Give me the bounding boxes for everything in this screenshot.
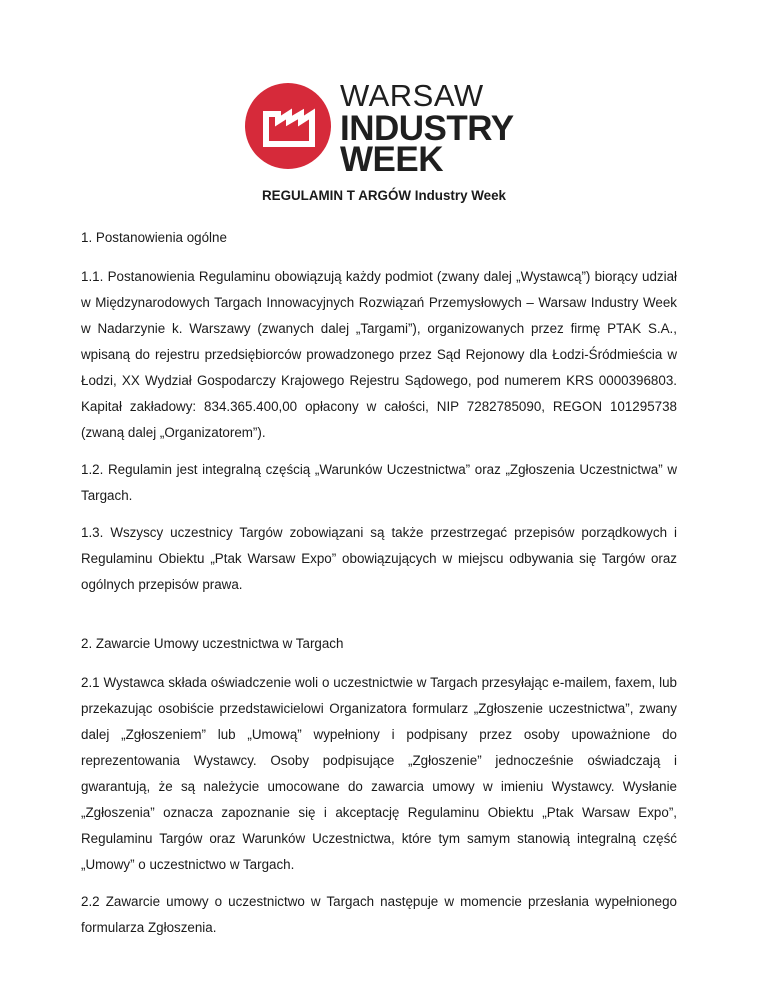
brand-line-warsaw: WARSAW [340,78,484,113]
paragraph-2-2: 2.2 Zawarcie umowy o uczestnictwo w Targach następuje w momencie przesłania wypełnionego formularza Zgłoszenia. [81,894,677,935]
section-heading: 1. Postanowienia ogólne [81,230,227,245]
paragraph-1-1: 1.1. Postanowienia Regulaminu obowiązują każdy podmiot (zwany dalej „Wystawcą”) biorący udział w Międzynarodowych Targach Innowacyjnych Rozwiązań Przemysłowych – Warsaw Industry Week w Nadarzynie k. Warszawy (zwanych dalej „Targami”), organizowanych przez firmę PTAK S.A., wpisaną do rejestru przedsiębiorców prowadzonego przez Sąd Rejonowy dla Łodzi-Śródmieścia w Łodzi, XX Wydział Gospodarczy Krajowego Rejestru Sądowego, pod numerem KRS 0000396803. Kapitał zakładowy: 834.365.400,00 opłacony w całości, NIP 7282785090, REGON 101295738 (zwaną dalej „Organizatorem”). [81,269,677,440]
document-body [81,230,677,952]
section-general-provisions [81,230,677,598]
brand-line-week: WEEK [340,140,443,179]
warsaw-industry-week-logo [245,78,535,179]
section-spacer [81,609,677,636]
factory-icon [245,83,331,169]
document-title: REGULAMIN T ARGÓW Industry Week [261,188,507,203]
paragraph-1-2: 1.2. Regulamin jest integralną częścią „Warunków Uczestnictwa” oraz „Zgłoszenia Uczestnictwa” w Targach. [81,462,677,503]
brand-wordmark [340,78,514,179]
section-contract [81,636,677,941]
brand-line-industry: INDUSTRY [340,109,514,148]
section-heading: 2. Zawarcie Umowy uczestnictwa w Targach [81,636,344,651]
paragraph-2-1: 2.1 Wystawca składa oświadczenie woli o uczestnictwie w Targach przesyłając e-mailem, faxem, lub przekazując osobiście przedstawicielowi Organizatora formularz „Zgłoszenie uczestnictwa”, zwany dalej „Zgłoszeniem” lub „Umową” wypełniony i podpisany przez osoby upoważnione do reprezentowania Wystawcy. Osoby podpisujące „Zgłoszenie” jednocześnie oświadczają i gwarantują, że są należycie umocowane do zawarcia umowy w imieniu Wystawcy. Wysłanie „Zgłoszenia” oznacza zapoznanie się i akceptację Regulaminu Obiektu „Ptak Warsaw Expo”, Regulaminu Targów oraz Warunków Uczestnictwa, które tym samym stanowią integralną część „Umowy” o uczestnictwo w Targach. [81,675,677,872]
paragraph-1-3: 1.3. Wszyscy uczestnicy Targów zobowiązani są także przestrzegać przepisów porządkowych i Regulaminu Obiektu „Ptak Warsaw Expo” obowiązujących w miejscu odbywania się Targów oraz ogólnych przepisów prawa. [81,525,677,592]
